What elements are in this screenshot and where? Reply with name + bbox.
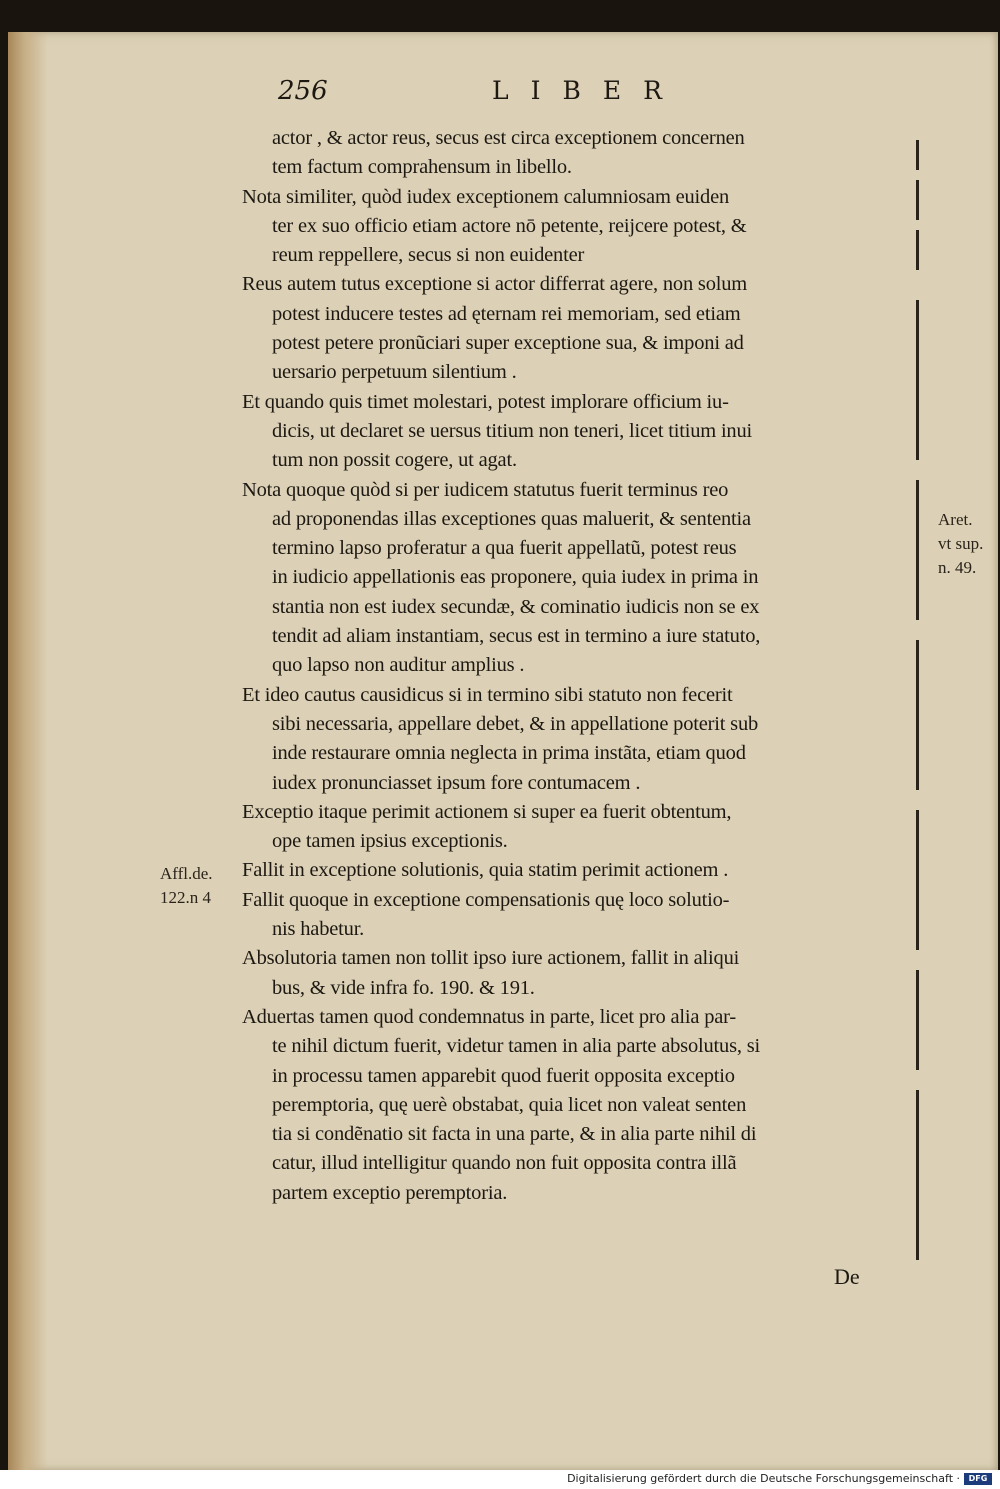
text-line: ope tamen ipsius exceptionis. — [272, 830, 508, 853]
margin-rule-mark — [916, 810, 919, 950]
text-line: Fallit in exceptione solutionis, quia statim perimit actionem . — [242, 859, 729, 882]
margin-rule-mark — [916, 180, 919, 220]
text-line: dicis, ut declaret se uersus titium non teneri, licet titium inui — [272, 419, 753, 442]
text-line: bus, & vide infra fo. 190. & 191. — [272, 976, 535, 999]
catchword: De — [834, 1264, 860, 1289]
page-gutter — [8, 32, 48, 1470]
margin-rule-mark — [916, 230, 919, 270]
text-line: stantia non est iudex secundæ, & cominatio iudicis non se ex — [272, 595, 760, 618]
page-number: 256 — [278, 76, 328, 106]
text-line: tia si condẽnatio sit facta in una parte, & in alia parte nihil di — [272, 1123, 757, 1146]
text-line: Exceptio itaque perimit actionem si super ea fuerit obtentum, — [242, 800, 732, 823]
text-line: nis habetur. — [272, 918, 365, 941]
margin-note-line: vt sup. — [938, 534, 984, 553]
text-line: potest inducere testes ad ęternam rei memoriam, sed etiam — [272, 302, 741, 325]
text-line: in processu tamen apparebit quod fuerit opposita exceptio — [272, 1064, 735, 1087]
text-line: termino lapso proferatur a qua fuerit appellatũ, potest reus — [272, 537, 737, 560]
text-line: Nota quoque quòd si per iudicem statutus fuerit terminus reo — [242, 478, 729, 501]
text-line: tum non possit cogere, ut agat. — [272, 449, 517, 472]
margin-rule-mark — [916, 480, 919, 620]
text-line: inde restaurare omnia neglecta in prima instãta, etiam quod — [272, 742, 746, 765]
text-line: Et ideo cautus causidicus si in termino sibi statuto non fecerit — [242, 683, 733, 706]
text-line: reum reppellere, secus si non euidenter — [272, 244, 585, 267]
footer-bar — [0, 1470, 1000, 1489]
text-line: sibi necessaria, appellare debet, & in appellatione poterit sub — [272, 712, 759, 735]
text-line: Fallit quoque in exceptione compensationis quę loco solutio- — [242, 888, 730, 911]
page-header — [0, 76, 1000, 116]
margin-note-line: n. 49. — [938, 558, 977, 577]
text-line: actor , & actor reus, secus est circa exceptionem concernen — [272, 127, 745, 149]
text-line: uersario perpetuum silentium . — [272, 361, 517, 384]
text-line: catur, illud intelligitur quando non fuit opposita contra illã — [272, 1152, 737, 1175]
text-line: in iudicio appellationis eas proponere, quia iudex in prima in — [272, 566, 759, 589]
margin-rule-mark — [916, 640, 919, 790]
margin-rule-mark — [916, 140, 919, 170]
margin-note-line: Aret. — [938, 510, 973, 529]
text-line: peremptoria, quę uerè obstabat, quia licet non valeat senten — [272, 1093, 747, 1116]
text-line: Reus autem tutus exceptione si actor differrat agere, non solum — [242, 273, 748, 296]
margin-note-line: Affl.de. — [160, 864, 213, 883]
footer-credit: Digitalisierung gefördert durch die Deutsche Forschungsgemeinschaft · — [567, 1472, 960, 1485]
text-line: quo lapso non auditur amplius . — [272, 654, 525, 677]
body-text — [242, 124, 907, 1208]
margin-rule-mark — [916, 1090, 919, 1260]
text-line: tem factum comprahensum in libello. — [272, 156, 572, 179]
text-line: iudex pronunciasset ipsum fore contumacem . — [272, 771, 641, 794]
text-line: ter ex suo officio etiam actore nō petente, reijcere potest, & — [272, 214, 747, 237]
text-line: Aduertas tamen quod condemnatus in parte, licet pro alia par- — [242, 1005, 737, 1028]
margin-rule-mark — [916, 970, 919, 1070]
margin-note-right — [938, 508, 983, 580]
text-line: potest petere pronũciari super exceptione sua, & imponi ad — [272, 332, 744, 355]
dfg-logo: DFG — [964, 1473, 992, 1485]
text-line: Nota similiter, quòd iudex exceptionem calumniosam euiden — [242, 185, 730, 208]
margin-note-line: 122.n 4 — [160, 888, 211, 907]
text-line: Et quando quis timet molestari, potest implorare officium iu- — [242, 390, 729, 413]
text-line: tendit ad aliam instantiam, secus est in termino a iure statuto, — [272, 625, 761, 648]
text-line: te nihil dictum fuerit, videtur tamen in alia parte absolutus, si — [272, 1035, 760, 1058]
text-line: partem exceptio peremptoria. — [272, 1181, 508, 1204]
text-line: ad proponendas illas exceptiones quas maluerit, & sententia — [272, 507, 751, 530]
margin-note-left — [160, 862, 213, 910]
text-line: Absolutoria tamen non tollit ipso iure actionem, fallit in aliqui — [242, 947, 740, 970]
running-title: LIBER — [492, 76, 684, 105]
margin-rule-mark — [916, 300, 919, 460]
